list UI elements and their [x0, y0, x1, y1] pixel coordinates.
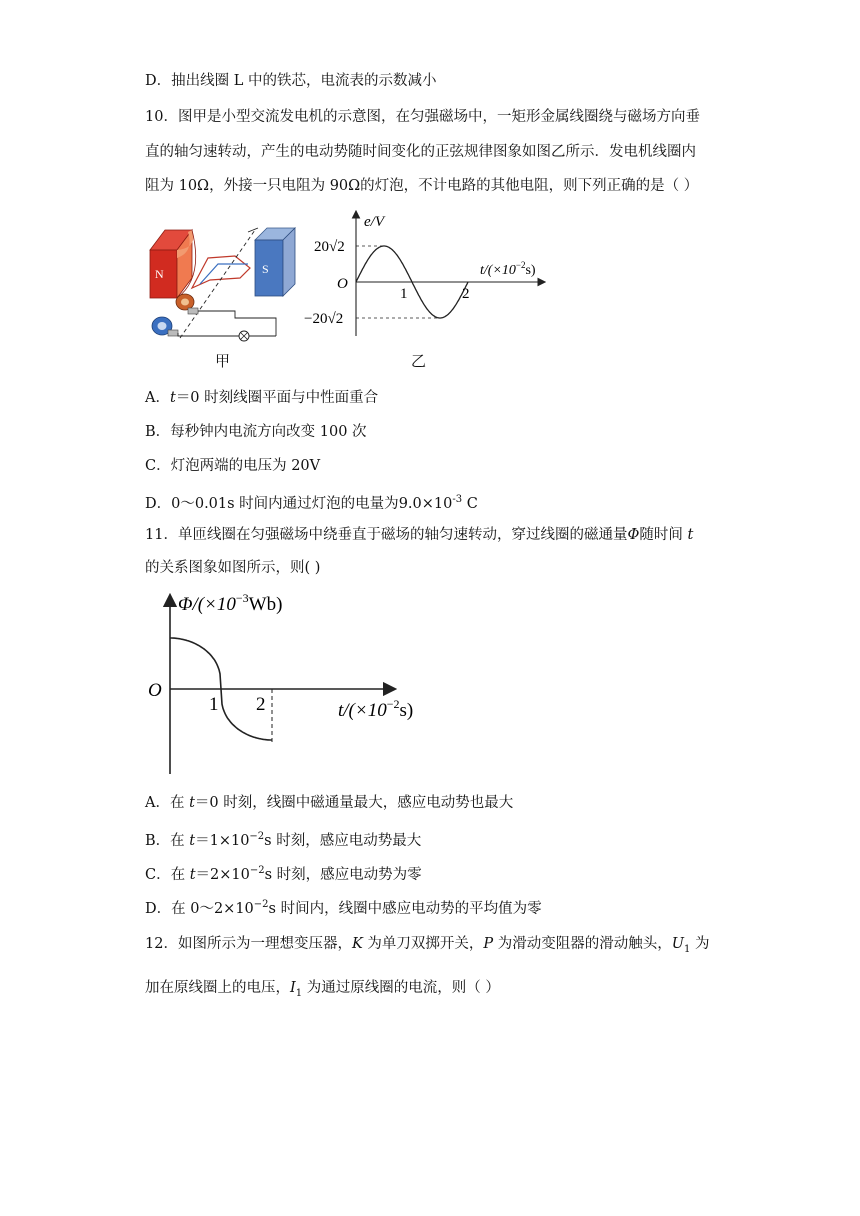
- phi-t-axis-label: $t/(\times 10^{-2}s)$: [338, 697, 414, 721]
- n-label: N: [155, 267, 164, 281]
- phi-xtick-2: 2: [256, 694, 266, 715]
- q11-stem-line-1: 11．单匝线圈在匀强磁场中绕垂直于磁场的轴匀速转动，穿过线圈的磁通量Φ随时间 t: [145, 527, 694, 543]
- phi-origin-label: O: [148, 680, 162, 701]
- q10-stem-line-2: 直的轴匀速转动，产生的电动势随时间变化的正弦规律图象如图乙所示．发电机线圈内: [145, 144, 696, 160]
- q11-stem-line-2: 的关系图象如图所示，则( ): [145, 560, 321, 576]
- ytick-bottom: −20√2: [304, 311, 344, 327]
- q12-stem-line-1: 12．如图所示为一理想变压器，K 为单刀双掷开关，P 为滑动变阻器的滑动触头，$U_1$ 为: [145, 936, 710, 955]
- origin-label: O: [337, 276, 348, 292]
- figure-label-yi: 乙: [411, 352, 427, 370]
- phi-xtick-1: 1: [209, 694, 219, 715]
- lamp-icon: [239, 331, 249, 341]
- q10-option-a: A．t＝0 时刻线圈平面与中性面重合: [145, 390, 379, 406]
- q11-option-d: D．在 $0\sim 2\times 10^{-2}s$ 时间内，线圈中感应电动势的平均值为零: [145, 899, 542, 917]
- xtick-1: 1: [400, 286, 408, 302]
- s-label: S: [262, 262, 269, 276]
- q10-option-c: C．灯泡两端的电压为 20V: [145, 458, 321, 474]
- q11-option-a: A．在 t＝0 时刻，线圈中磁通量最大，感应电动势也最大: [145, 795, 514, 811]
- q10-stem-line-3: 阻为 10Ω，外接一只电阻为 90Ω的灯泡，不计电路的其他电阻，则下列正确的是（ ）: [145, 178, 699, 194]
- e-axis-label: e/V: [364, 214, 384, 230]
- phi-axis-label: $\Phi/(\times 10^{-3}Wb)$: [178, 591, 283, 615]
- q12-stem-line-2: 加在原线圈上的电压，$I_1$ 为通过原线圈的电流，则（ ）: [145, 980, 500, 999]
- emf-time-graph: [300, 206, 560, 346]
- q11-option-c: C．在 $t=2\times 10^{-2}s$ 时刻，感应电动势为零: [145, 865, 422, 883]
- q11-option-b: B．在 $t=1\times 10^{-2}s$ 时刻，感应电动势最大: [145, 831, 422, 849]
- q10-option-b: B．每秒钟内电流方向改变 100 次: [145, 424, 367, 440]
- n-magnet: [150, 230, 196, 298]
- q9-option-d: D．抽出线圈 L 中的铁芯，电流表的示数减小: [145, 73, 437, 89]
- q10-stem-line-1: 10．图甲是小型交流发电机的示意图，在匀强磁场中，一矩形金属线圈绕与磁场方向垂: [145, 109, 700, 125]
- figure-label-jia: 甲: [215, 352, 231, 370]
- ytick-top: 20√2: [314, 239, 345, 255]
- t-axis-label: $t/(\times 10^{-2}s)$: [480, 260, 536, 278]
- xtick-2: 2: [462, 286, 470, 302]
- q10-option-d: D．0～0.01s 时间内通过灯泡的电量为$9.0\times 10^{-3}$ C: [145, 494, 478, 512]
- flux-time-graph: [140, 588, 430, 780]
- s-magnet: [255, 228, 295, 296]
